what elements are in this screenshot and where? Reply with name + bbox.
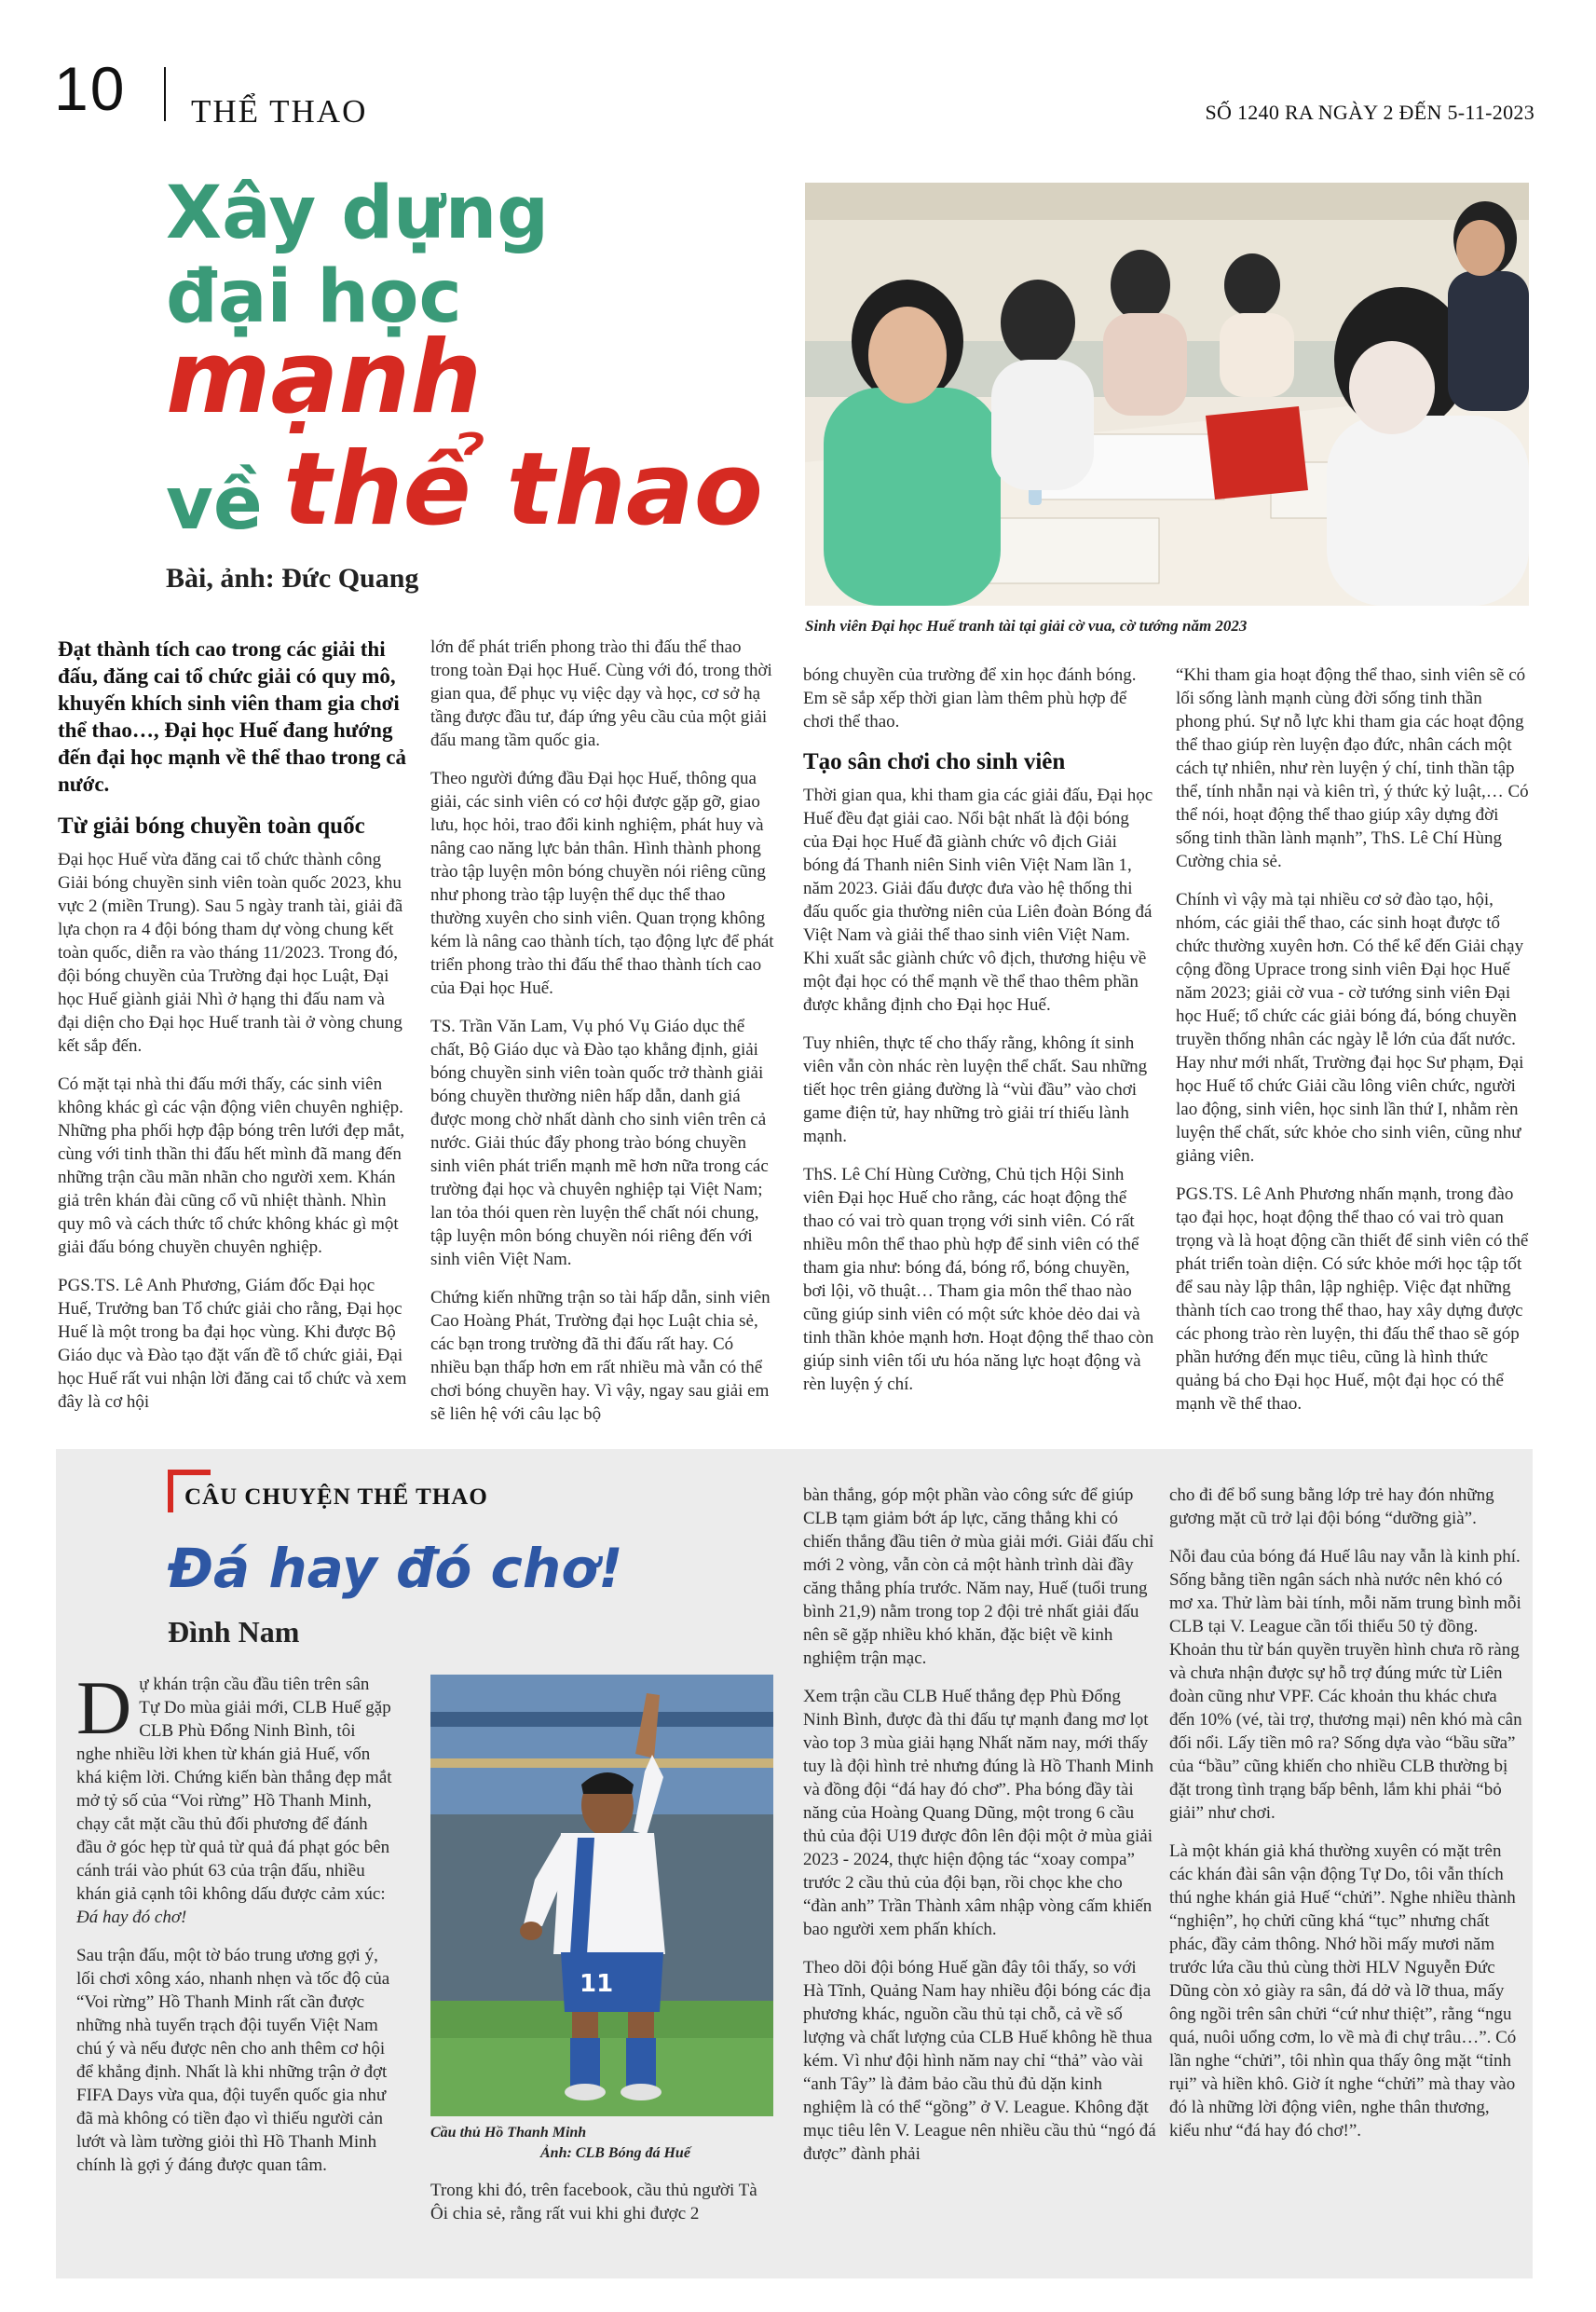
paragraph [76,1665,393,1929]
paragraph: Nỗi đau của bóng đá Huế lâu nay vẫn là kinh phí. Sống bằng tiền ngân sách nhà nước nên khó có mơ xa. Thử làm bài tính, mỗi năm trung bình mỗi CLB tại V. League cần tối thiểu 50 tỷ đồng. Khoản thu từ bán quyền truyền hình chưa rõ ràng và chưa nhận được sự hỗ trợ đúng mức từ Liên đoàn cũng như VPF. Các khoản thu khác chưa đến 10% (vé, tài trợ, thương mại) nên khó mà cân đối nổi. Lấy tiền mô ra? Sống dựa vào “bầu sữa” của “bầu” cũng khiến cho nhiều CLB thường bị đặt trong tình trạng bấp bênh, lắm khi phải “bỏ giải” như chơi. [1169,1547,1522,1823]
page-number: 10 [54,54,127,123]
paragraph: “Khi tham gia hoạt động thể thao, sinh viên sẽ có lối sống lành mạnh cùng đời sống tinh thần phong phú. Sự nỗ lực khi tham gia các hoạt động thể thao giúp rèn luyện đạo đức, nhân cách một cách tự nhiên, như rèn luyện ý chí, tinh thần tập thể, tính nhẫn nại và kiên trì, ý thức kỷ luật,… Có thể nói, hoạt động thể thao giúp xây dựng đời sống tinh thần lành mạnh”, ThS. Lê Chí Hùng Cường chia sẻ. [1176,665,1529,871]
paragraph: bóng chuyền của trường để xin học đánh bóng. Em sẽ sắp xếp thời gian làm thêm phù hợp để chơi thể thao. [803,665,1137,732]
headline-line-2: đại học [166,255,462,339]
headline-line-3: mạnh [166,320,483,436]
paragraph: Là một khán giả khá thường xuyên có mặt trên các khán đài sân vận động Tự Do, tôi vẫn thích thú nghe khán giả Huế “chửi”. Nghe nhiều thành “nghiện”, họ chửi cũng khá “tục” nhưng chất phác, đầy cảm thông. Nhớ hồi mấy mươi năm trước lứa cầu thủ cùng thời HLV Nguyễn Đức Dũng còn xỏ giày ra sân, đá dở và lỡ thua, mấy ông ngồi trên sân chửi “cứ như thiệt”, rằng “ngu quá, nuôi uổng cơm, lo về mà đi chự trâu…”. Có lần nghe “chửi”, tôi nhìn qua thấy ông mặt “tỉnh rụi” và hiền khô. Giờ ít nghe “chửi” mà thay vào đó là những lời động viên, nghe thân thương, kiểu như “đá hay đó chơ!”. [1169,1841,1517,2141]
paragraph: Trong khi đó, trên facebook, cầu thủ người Tà Ôi chia sẻ, rằng rất vui khi ghi được 2 [430,2181,757,2223]
kicker-label: CÂU CHUYỆN THỂ THAO [184,1484,488,1510]
headline-line-4a: về [166,462,263,546]
article1-column-1 [58,636,410,1429]
footballer-photo [430,1675,773,2116]
photo1-caption: Sinh viên Đại học Huế tranh tài tại giải cờ vua, cờ tướng năm 2023 [805,617,1248,635]
article1-column-3 [803,664,1155,1411]
drop-cap: D [76,1665,132,1750]
paragraph: bàn thắng, góp một phần vào công sức để giúp CLB tạm giảm bớt áp lực, căng thẳng khi có chiến thắng đầu tiên ở mùa giải mới. Giải đấu chỉ mới 2 vòng, vẫn còn cả một hành trình dài đầy căng thẳng phía trước. Năm nay, Huế (tuổi trung bình 21,9) nằm trong top 2 đội trẻ nhất giải đấu nên sẽ gặp nhiều khó khăn, đặc biệt về kinh nghiệm trận mạc. [803,1485,1154,1668]
article2-column-3 [803,1484,1157,2181]
header-divider [164,67,166,121]
svg-text:11: 11 [580,1970,614,1998]
paragraph: lớn để phát triển phong trào thi đấu thể thao trong toàn Đại học Huế. Cùng với đó, trong thời gian qua, để phục vụ việc dạy và học, cơ sở hạ tầng được đầu tư, đáp ứng yêu cầu của một giải đấu mang tầm quốc gia. [430,637,772,750]
paragraph: TS. Trần Văn Lam, Vụ phó Vụ Giáo dục thể chất, Bộ Giáo dục và Đào tạo khẳng định, giải bóng chuyền sinh viên toàn quốc trở thành giải bóng chuyền thường niên hấp dẫn, danh giá được mong chờ nhất dành cho sinh viên trên cả nước. Giải thúc đẩy phong trào bóng chuyền sinh viên phát triển mạnh mẽ hơn nữa trong các trường đại học và chuyên nghiệp tại Việt Nam; lan tỏa thói quen rèn luyện thể chất nói chung, tập luyện môn bóng chuyền nói riêng đến với sinh viên Việt Nam. [430,1017,769,1269]
paragraph: Có mặt tại nhà thi đấu mới thấy, các sinh viên không khác gì các vận động viên chuyên nghiệp. Những pha phối hợp đập bóng trên lưới đẹp mắt, cùng với tinh thần thi đấu hết mình đã mang đến những trận cầu mãn nhãn cho người xem. Khán giả trên khán đài cũng cổ vũ nhiệt thành. Nhìn quy mô và cách thức tổ chức không khác gì một giải đấu bóng chuyền chuyên nghiệp. [58,1074,405,1257]
paragraph: PGS.TS. Lê Anh Phương nhấn mạnh, trong đào tạo đại học, hoạt động thể thao có vai trò quan trọng và là hoạt động cần thiết để sinh viên có thể phát triển toàn diện. Có sức khỏe mới học tập tốt để sau này lập thân, lập nghiệp. Việc đạt những thành tích cao trong thể thao, hay xây dựng được các phong trào rèn luyện, thi đấu thể thao sẽ góp phần hướng đến mục tiêu, cũng là hình thức quảng bá cho Đại học Huế, một đại học có thể mạnh về thể thao. [1176,1184,1529,1414]
article2-title: Đá hay đó chơ! [168,1537,623,1600]
paragraph: Theo dõi đội bóng Huế gần đây tôi thấy, so với Hà Tĩnh, Quảng Nam hay nhiều đội bóng các địa phương khác, nguồn cầu thủ tại chỗ, cả về số lượng và chất lượng của CLB Huế không hề thua kém. Vì như đội hình năm nay chỉ “thả” vào vài “anh Tây” là đảm bảo cầu thủ đủ dặn kinh nghiệm là có thể “gồng” ở V. League. Không đặt mục tiêu lên V. League nên nhiều cầu thủ “ngó đá được” đành phải [803,1958,1156,2164]
article1-column-2 [430,636,777,1441]
article1-column-4 [1176,664,1530,1430]
subheading-volleyball: Từ giải bóng chuyền toàn quốc [58,814,365,839]
paragraph-text: ự khán trận cầu đầu tiên trên sân Tự Do mùa giải mới, CLB Huế gặp CLB Phù Đổng Ninh Bình, tôi nghe nhiều lời khen từ khán giả Huế, vốn khá kiệm lời. Chứng kiến bàn thắng đẹp mắt mở tỷ số của “Voi rừng” Hồ Thanh Minh, chạy cắt mặt cầu thủ đối phương để đánh đầu ở góc hẹp từ quả từ quả đá phạt góc bên cánh trái vào phút 63 của trận đấu, nhiều khán giả cạnh tôi không dấu được cảm xúc: [76,1675,392,1904]
article1-byline: Bài, ảnh: Đức Quang [166,563,419,594]
paragraph: Chính vì vậy mà tại nhiều cơ sở đào tạo, hội, nhóm, các giải thể thao, các sinh hoạt được tổ chức thường xuyên hơn. Có thể kể đến Giải chạy cộng đồng Uprace trong sinh viên Đại học Huế năm 2023; giải cờ vua - cờ tướng sinh viên Đại học Huế; tổ chức các giải bóng đá, bóng chuyền truyền thống nhân các ngày lễ lớn của đất nước. Hay như mới nhất, Trường đại học Sư phạm, Đại học Huế tổ chức Giải cầu lông viên chức, người lao động, sinh viên, học sinh lần thứ I, nhằm rèn luyện thể chất, sức khỏe cho sinh viên, cũng như giảng viên. [1176,890,1524,1166]
paragraph: Chứng kiến những trận so tài hấp dẫn, sinh viên Cao Hoàng Phát, Trường đại học Luật chia sẻ, các bạn trong trường đã thi đấu rất hay. Có nhiều bạn thấp hơn em rất nhiều mà vẫn có thể chơi bóng chuyền hay. Vì vậy, ngay sau giải em sẽ liên hệ với câu lạc bộ [430,1288,771,1424]
issue-info: SỐ 1240 RA NGÀY 2 ĐẾN 5-11-2023 [1205,101,1535,124]
photo2-credit: Ảnh: CLB Bóng đá Huế [540,2145,690,2161]
paragraph: Xem trận cầu CLB Huế thắng đẹp Phù Đổng Ninh Bình, được đà thi đấu tự mạnh đang mơ lọt vào top 3 mùa giải hạng Nhất năm nay, mới thấy tuy là đội hình trẻ nhưng đúng là Hồ Thanh Minh và đồng đội “đá hay đó chơ”. Pha bóng đầy tài năng của Hoàng Quang Dũng, một trong 6 cầu thủ của đội U19 được đôn lên đội một ở mùa giải 2023 - 2024, thực hiện động tác “xoay compa” trước 2 cầu thủ của đội bạn, rồi chọc khe cho “đàn anh” Trần Thành xâm nhập vòng cấm khiến bao người xem phấn khích. [803,1687,1154,1939]
quote-emphasis: Đá hay đó chơ! [76,1908,187,1927]
paragraph: Sau trận đấu, một tờ báo trung ương gợi ý, lối chơi xông xáo, nhanh nhẹn và tốc độ của “Voi rừng” Hồ Thanh Minh rất cần được những nhà tuyển trạch đội tuyển Việt Nam chú ý và nếu được nên cho anh thêm cơ hội để khẳng định. Nhất là khi những trận ở đợt FIFA Days vừa qua, đội tuyển quốc gia như đã mà không có tiền đạo vì thiếu người cản lướt và làm tường giỏi thì Hồ Thanh Minh chính là gợi ý đáng được quan tâm. [76,1946,390,2175]
article2-column-2 [430,2179,777,2240]
paragraph: cho đi để bổ sung bằng lớp trẻ hay đón những gương mặt cũ trở lại đội bóng “dưỡng già”. [1169,1485,1494,1528]
paragraph: Theo người đứng đầu Đại học Huế, thông qua giải, các sinh viên có cơ hội được gặp gỡ, giao lưu, học hỏi, trao đổi kinh nghiệm, phát huy và nâng cao năng lực bản thân. Hình thành phong trào tập luyện môn bóng chuyền nói riêng cũng như phong trào tập luyện thể dục thể thao thường xuyên cho sinh viên. Quan trọng không kém là nâng cao thành tích, tạo động lực để phát triển phong trào thi đấu thể thao thành tích cao của Đại học Huế. [430,769,774,998]
chess-tournament-photo [805,183,1529,606]
paragraph: PGS.TS. Lê Anh Phương, Giám đốc Đại học Huế, Trưởng ban Tổ chức giải cho rằng, Đại học Huế là một trong ba đại học vùng. Khi được Bộ Giáo dục và Đào tạo đặt vấn đề tổ chức giải, Đại học Huế rất vui nhận lời đăng cai tổ chức và xem đây là cơ hội [58,1276,407,1412]
headline-line-4b: thể thao [283,431,763,548]
paragraph: ThS. Lê Chí Hùng Cường, Chủ tịch Hội Sinh viên Đại học Huế cho rằng, các hoạt động thể thao có vai trò quan trọng với sinh viên. Có rất nhiều môn thể thao phù hợp để sinh viên có thể tham gia như: bóng đá, bóng rổ, bóng chuyền, bơi lội, võ thuật… Tham gia môn thể thao nào cũng giúp sinh viên có một sức khỏe dẻo dai và tinh thần khỏe mạnh hơn. Hoạt động thể thao còn giúp sinh viên tối ưu hóa năng lực hoạt động và rèn luyện ý chí. [803,1165,1154,1394]
article1-lead: Đạt thành tích cao trong các giải thi đấu, đăng cai tổ chức giải có quy mô, khuyến khích sinh viên tham gia chơi thể thao…, Đại học Huế đang hướng đến đại học mạnh về thể thao trong cả nước. [58,637,406,796]
paragraph: Tuy nhiên, thực tế cho thấy rằng, không ít sinh viên vẫn còn nhác rèn luyện thể chất. Sau những tiết học trên giảng đường là “vùi đầu” vào chơi game điện tử, hay những trò giải trí thiếu lành mạnh. [803,1033,1148,1146]
paragraph: Thời gian qua, khi tham gia các giải đấu, Đại học Huế đều đạt giải cao. Nổi bật nhất là đội bóng của Đại học Huế đã giành chức vô địch Giải bóng đá Thanh niên Sinh viên Việt Nam lần 1, năm 2023. Giải đấu được đưa vào hệ thống thi đấu quốc gia thường niên của Liên đoàn Bóng đá Việt Nam và giải thể thao sinh viên Việt Nam. Khi xuất sắc giành chức vô địch, thương hiệu về một đại học có thể mạnh về thể thao thêm phần được khẳng định cho Đại học Huế. [803,786,1153,1015]
paragraph: Đại học Huế vừa đăng cai tổ chức thành công Giải bóng chuyền sinh viên toàn quốc 2023, khu vực 2 (miền Trung). Sau 5 ngày tranh tài, giải đã lựa chọn ra 4 đội bóng tham dự vòng chung kết toàn quốc, diễn ra vào tháng 11/2023. Trong đó, đội bóng chuyền của Trường đại học Luật, Đại học Huế giành giải Nhì ở hạng thi đấu nam và đại diện cho Đại học Huế tranh tài ở vòng chung kết sắp đến. [58,850,403,1056]
subheading-playground: Tạo sân chơi cho sinh viên [803,749,1066,774]
article2-column-4 [1169,1484,1523,2157]
headline-line-1: Xây dựng [166,171,550,255]
photo2-caption: Cầu thủ Hồ Thanh Minh [430,2125,587,2141]
section-title: THỂ THAO [191,93,368,130]
article2-column-1 [76,1665,393,2192]
article2-byline: Đình Nam [168,1615,300,1648]
